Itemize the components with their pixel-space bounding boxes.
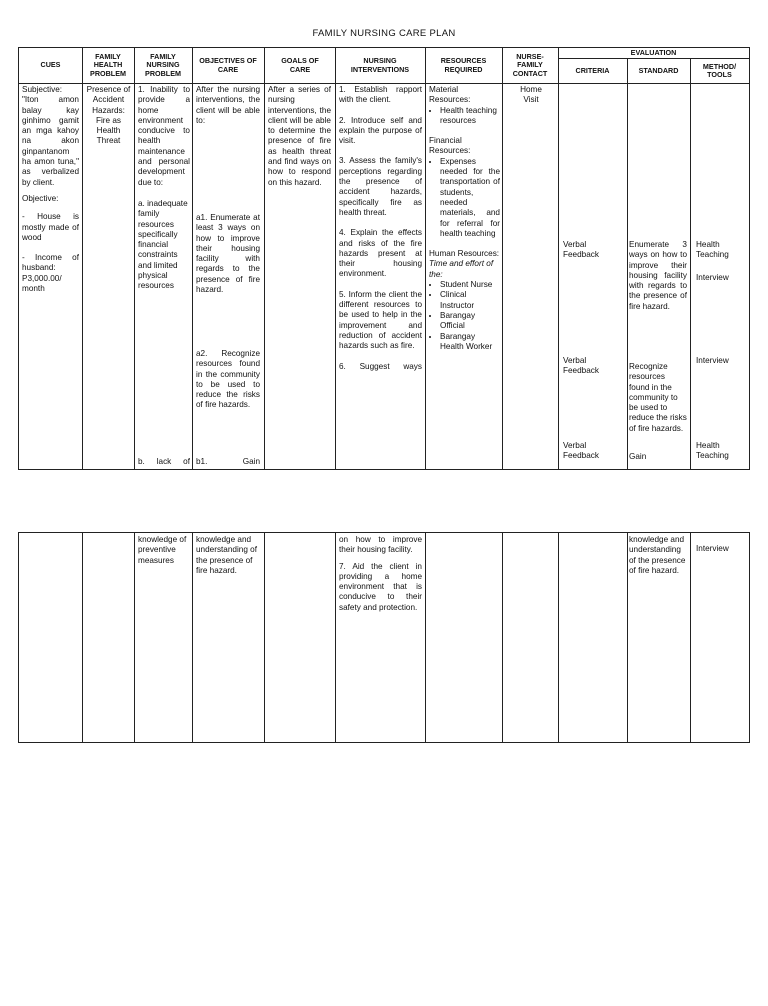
subjective-label: Subjective: <box>22 85 63 94</box>
contact-cell: Home Visit <box>520 85 542 105</box>
objective-label: Objective: <box>22 193 59 203</box>
cues-cell <box>22 85 79 465</box>
header-objectives: OBJECTIVES OF CARE <box>199 56 257 74</box>
header-resources: RESOURCES REQUIRED <box>440 56 487 74</box>
intervention-item: 3. Assess the family's perceptions regarding the presence of accident hazards, specifically fire as health threat. <box>339 156 422 217</box>
header-evaluation: EVALUATION <box>630 48 677 58</box>
objective-a1: a1. Enumerate at least 3 ways on how to improve their housing facility with regards to the presence of fire hazard. <box>196 213 260 295</box>
method-item: Health Teaching <box>696 240 729 260</box>
objectives-continued: knowledge and understanding of the presence of fire hazard. <box>196 535 257 575</box>
method-item: Health Teaching <box>696 441 729 461</box>
interventions-cell <box>339 85 422 468</box>
goals-cell: After a series of nursing interventions, the client will be able to determine the presence of fire as health threat and find ways on how to respond on this hazard. <box>268 85 331 187</box>
objectives-cell <box>196 85 260 468</box>
criteria-item: Verbal Feedback <box>563 441 599 461</box>
interventions-continued <box>339 535 422 613</box>
header-cues: CUES <box>40 60 61 70</box>
header-family-nursing-problem: FAMILY NURSING PROBLEM <box>145 51 181 78</box>
header-goals: GOALS OF CARE <box>281 56 319 74</box>
header-family-health-problem: FAMILY HEALTH PROBLEM <box>90 51 126 78</box>
nursing-problem-a: a. inadequate family resources specifically financial constraints and limited physical resources <box>138 198 188 291</box>
list-item: • Student Nurse <box>440 280 500 290</box>
objectives-intro: After the nursing interventions, the client will be able to: <box>196 85 260 125</box>
intervention-item: 6. Suggest ways <box>339 361 422 371</box>
standard-item: Recognize resources found in the community to be used to reduce the risks of fire hazards. <box>629 362 687 433</box>
intervention-item: 1. Establish rapport with the client. <box>339 85 422 105</box>
objective-a2: a2. Recognize resources found in the community to be used to reduce the risks of fire hazards. <box>196 349 260 410</box>
standard-continued: knowledge and understanding of the presence of fire hazard. <box>629 535 686 575</box>
human-resources-list <box>429 280 500 352</box>
method-item: Interview <box>696 356 729 365</box>
human-resources-note: Time and effort of the: <box>429 259 494 279</box>
list-item: • Barangay Health Worker <box>440 332 500 353</box>
header-method: METHOD/ TOOLS <box>702 61 737 79</box>
method-continued: Interview <box>696 544 729 553</box>
page-title: FAMILY NURSING CARE PLAN <box>312 28 456 39</box>
financial-resources-label: Financial Resources: <box>429 136 471 156</box>
resources-cell <box>429 85 500 468</box>
list-item: • Clinical Instructor <box>440 290 500 311</box>
criteria-item: Verbal Feedback <box>563 240 599 260</box>
nursing-problem-b: b. lack of <box>138 457 190 466</box>
financial-resources-list <box>429 157 500 239</box>
care-plan-table-page1 <box>18 47 750 470</box>
standard-item: Gain <box>629 452 647 461</box>
health-problem-cell: Presence of Accident Hazards: Fire as Health Threat <box>86 85 131 146</box>
objective-item-income: - Income of husband: P3,000.00/ month <box>22 253 79 294</box>
standard-item: Enumerate 3 ways on how to improve their housing facility with regards to the presence of fire hazard. <box>629 240 687 311</box>
intervention-item: 7. Aid the client in providing a home environment that is conducive to their safety and protection. <box>339 561 422 612</box>
nursing-problem-cell <box>138 85 190 468</box>
intervention-item: on how to improve their housing facility. <box>339 535 422 555</box>
nursing-problem-intro: 1. Inability to provide a home environment conducive to health maintenance and personal development due to: <box>138 85 190 187</box>
header-criteria: CRITERIA <box>575 65 610 75</box>
material-resources-list <box>429 106 500 127</box>
method-item: Interview <box>696 273 729 282</box>
objective-item-house: - House is mostly made of wood <box>22 212 79 242</box>
list-item: • Health teaching resources <box>440 106 500 127</box>
list-item: • Expenses needed for the transportation of students, needed materials, and for referral for health teaching <box>440 157 500 239</box>
subjective-text: "Iton amon balay kay ginhimo gamit an mga kahoy na akon ginpantanom ha amon tuna," as verbalized by client. <box>22 95 79 187</box>
header-contact: NURSE-FAMILY CONTACT <box>512 51 548 78</box>
nursing-problem-continued: knowledge of preventive measures <box>138 535 187 565</box>
objective-b1: b1. Gain <box>196 457 260 466</box>
intervention-item: 5. Inform the client the different resources to be used to help in the improvement and reduction of accident hazards such as fire. <box>339 289 422 351</box>
list-item: • Barangay Official <box>440 311 500 332</box>
criteria-item: Verbal Feedback <box>563 356 599 376</box>
header-interventions: NURSING INTERVENTIONS <box>350 56 410 74</box>
care-plan-table-page2 <box>18 532 750 743</box>
material-resources-label: Material Resources: <box>429 85 471 105</box>
header-standard: STANDARD <box>638 65 679 75</box>
intervention-item: 2. Introduce self and explain the purpose of visit. <box>339 115 422 146</box>
human-resources-label: Human Resources: <box>429 249 500 259</box>
intervention-item: 4. Explain the effects and risks of the fire hazards present at their housing environment. <box>339 228 422 279</box>
